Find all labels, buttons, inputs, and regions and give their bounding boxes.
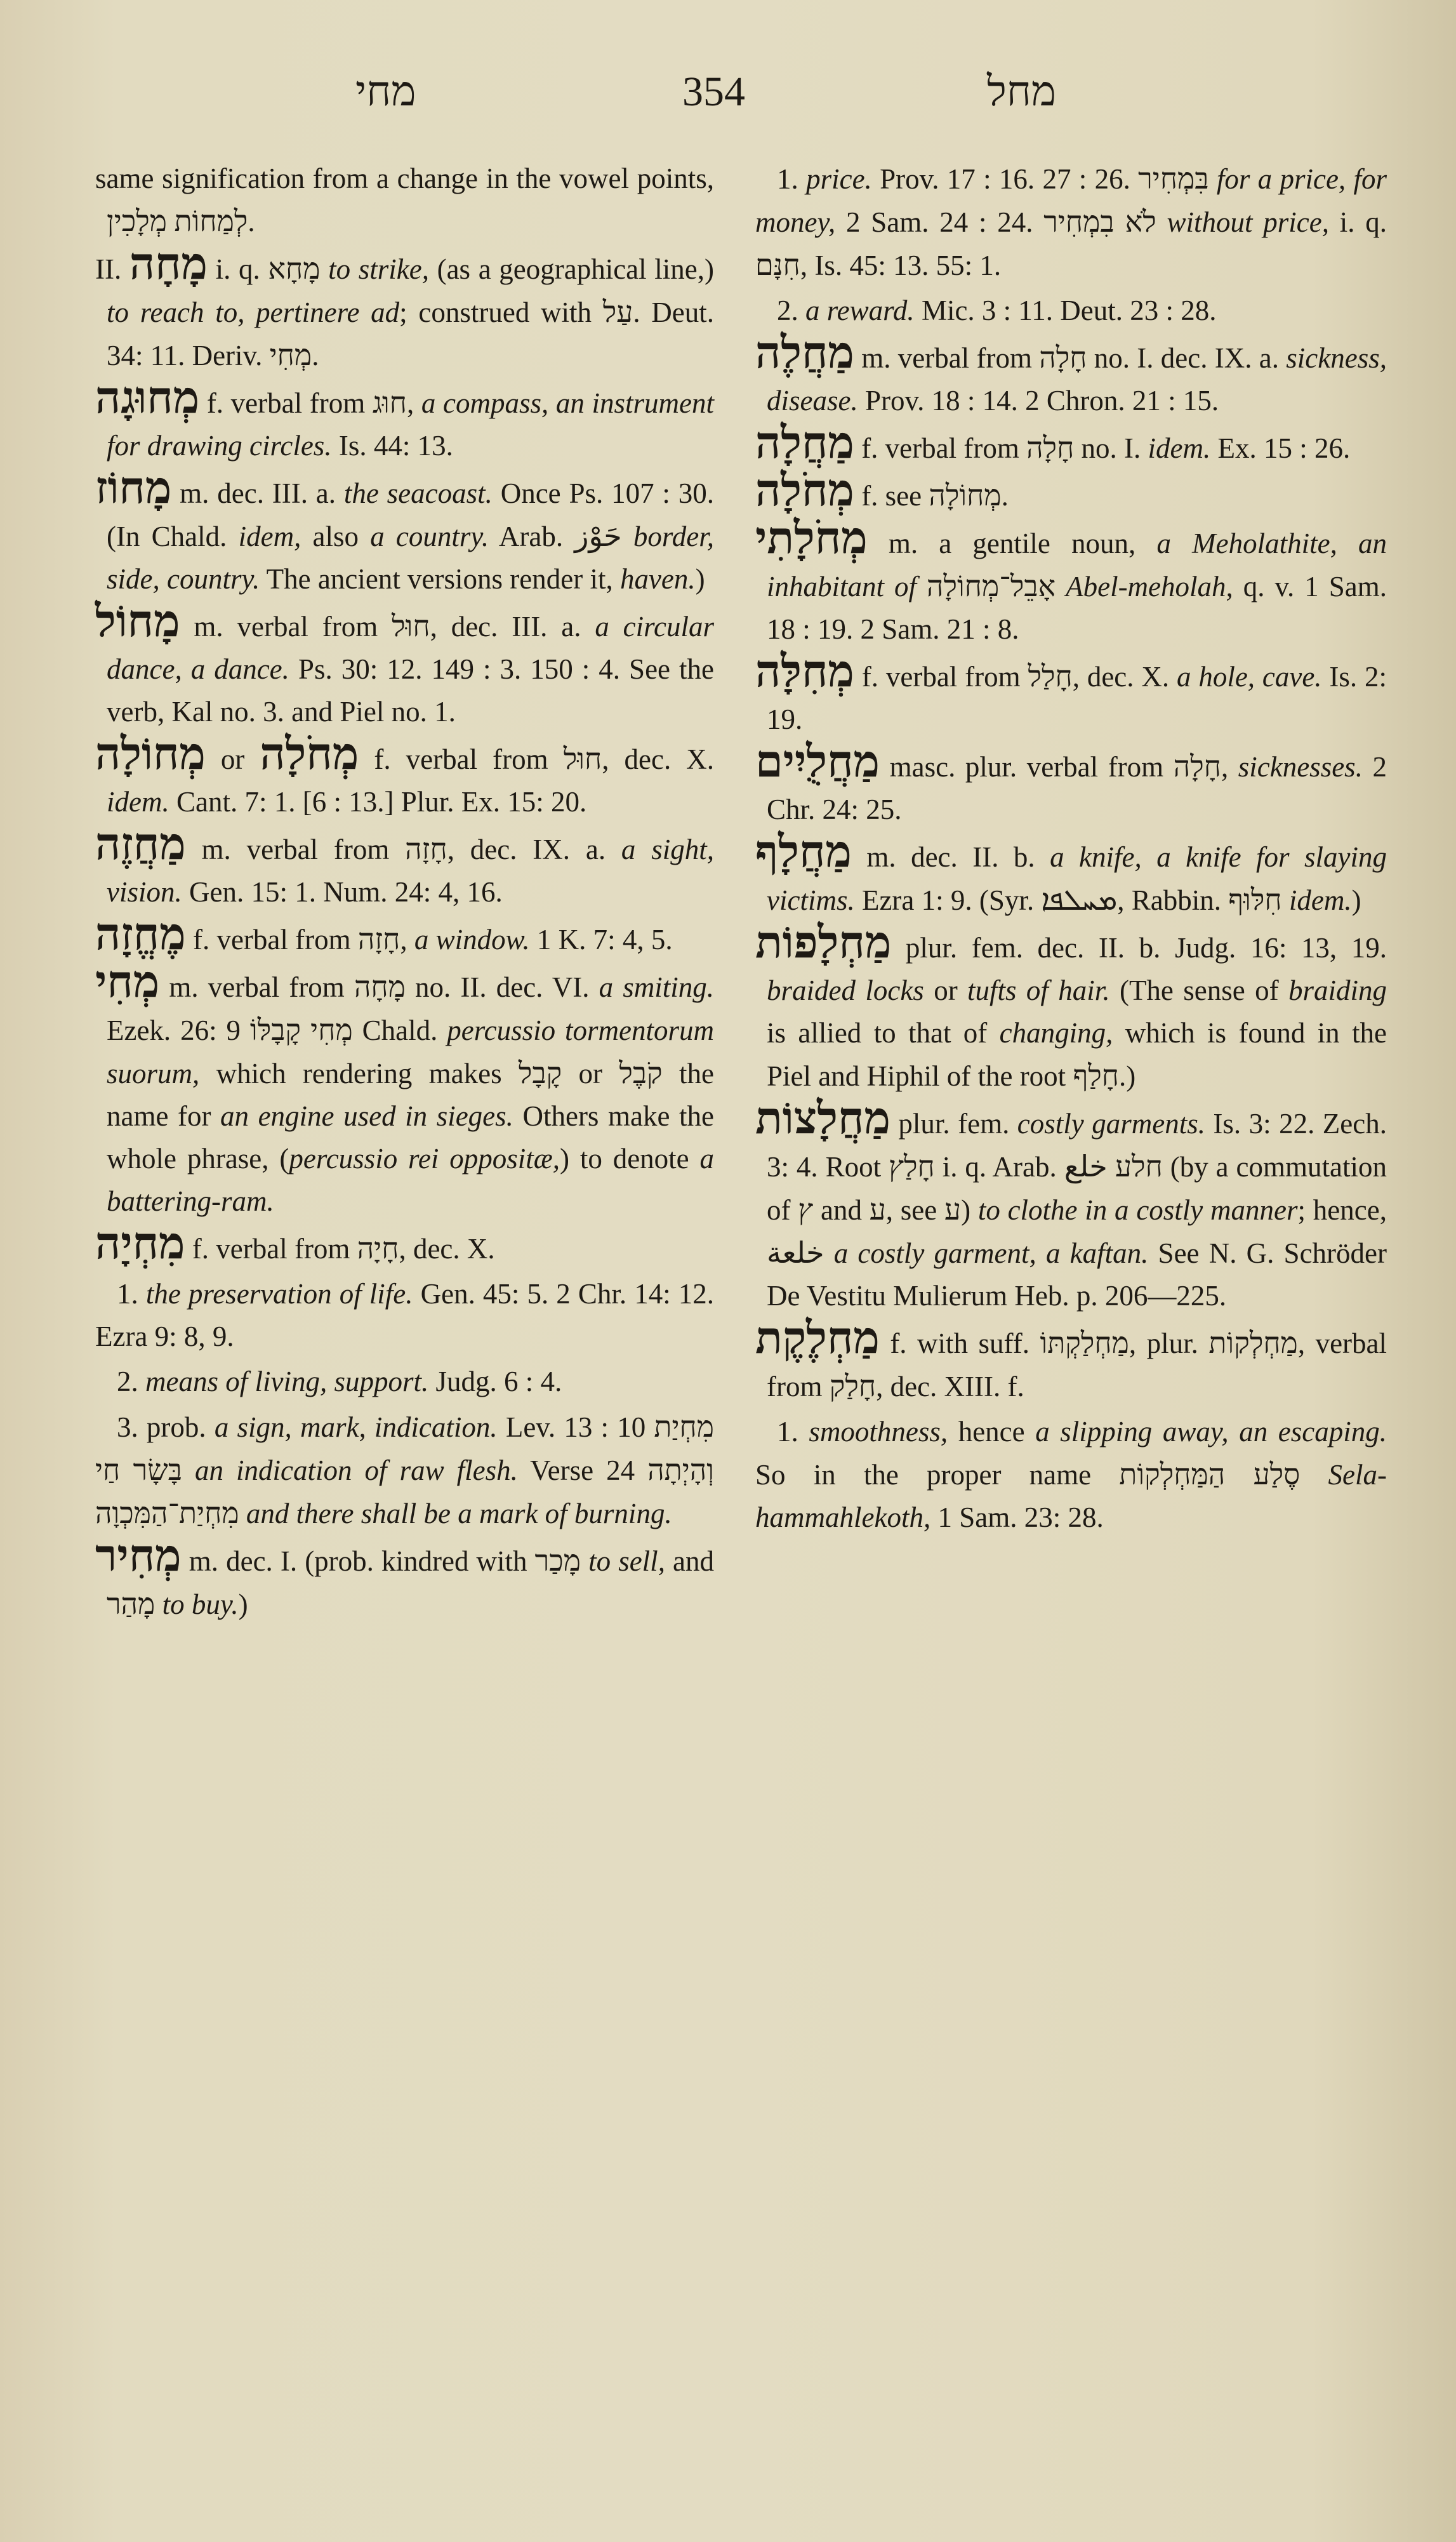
hebrew-word: חוּל — [392, 610, 430, 642]
headword: מַחֲלָף — [755, 828, 852, 877]
text-run: masc. plur. verbal from — [880, 751, 1174, 783]
text-run: , dec. XIII. f. — [876, 1371, 1024, 1402]
text-run: m. verbal from — [180, 611, 392, 642]
text-run: , dec. III. a. — [430, 611, 595, 642]
text-run: m. dec. III. a. — [171, 477, 344, 509]
italic-gloss: costly garments. — [1017, 1108, 1205, 1140]
text-run: . — [1001, 480, 1009, 512]
hebrew-word: חָלַץ — [889, 1150, 935, 1183]
dictionary-entry — [95, 1532, 715, 1626]
italic-gloss: idem. — [107, 786, 169, 818]
hebrew-word: מְחִי קָבָלּוֹ — [249, 1014, 353, 1046]
text-run: Ezra 1: 9. (Syr. — [854, 884, 1042, 916]
text-run: 2. — [117, 1366, 145, 1397]
text-run: Arab. — [489, 521, 575, 552]
text-run: and — [665, 1545, 715, 1577]
italic-gloss: to strike, — [328, 253, 429, 285]
italic-gloss: haven. — [619, 563, 696, 595]
hebrew-word: לֹא בִמְחִיר — [1043, 206, 1156, 238]
hebrew-word: חִלּוּף — [1228, 884, 1282, 916]
hebrew-word: חָלַף — [1073, 1060, 1120, 1092]
text-run: (The sense of — [1109, 975, 1288, 1006]
text-run: f. see — [854, 480, 929, 512]
italic-gloss: tufts of hair. — [967, 975, 1110, 1006]
text-run: The ancient versions render it, — [260, 563, 620, 595]
text-run: , — [407, 387, 421, 419]
text-run: no. II. dec. VI. — [405, 971, 599, 1003]
hebrew-word: קָבָל — [518, 1057, 562, 1089]
headword: מְחֹלָה — [260, 730, 359, 779]
text-run: Judg. 6 : 4. — [428, 1366, 562, 1397]
hebrew-word: חָלַק — [829, 1370, 877, 1402]
italic-gloss: means of living, support. — [145, 1366, 429, 1397]
text-run: no. I. — [1074, 432, 1148, 464]
italic-gloss: percussio rei oppositæ, — [289, 1143, 560, 1175]
italic-gloss: a slipping away, an escaping. — [1035, 1416, 1387, 1447]
hebrew-word: ܡܚܠܦܐ — [1041, 884, 1118, 916]
text-run: Prov. 18 : 14. 2 Chron. 21 : 15. — [857, 385, 1219, 416]
text-run: hence — [948, 1416, 1036, 1447]
text-run — [1209, 163, 1217, 195]
hebrew-word: חָיָה — [357, 1232, 399, 1265]
text-run: Once Ps. 107 : 30. (In Chald. — [107, 477, 714, 552]
text-run: . — [248, 206, 255, 237]
headword: מְחֹלָה — [755, 467, 854, 516]
text-run: 2. — [777, 295, 805, 326]
text-run: , plur. — [1128, 1328, 1209, 1359]
italic-gloss: Sela-hammahlekoth, — [755, 1459, 1387, 1533]
dictionary-entry — [755, 738, 1387, 831]
text-run — [1156, 206, 1167, 238]
headword: מְחִלָּה — [755, 648, 854, 696]
text-run: i. q. — [208, 253, 268, 285]
text-run: m. verbal from — [185, 834, 406, 865]
text-run: plur. fem. dec. II. b. Judg. 16: 13, 19. — [891, 932, 1387, 964]
text-run: .) — [1119, 1060, 1136, 1092]
text-run: ) — [961, 1194, 978, 1226]
text-run: , dec. X. — [399, 1233, 495, 1265]
italic-gloss: a window. — [414, 924, 530, 955]
text-run: , Rabbin. — [1117, 884, 1229, 916]
sense-paragraph — [755, 157, 1387, 287]
italic-gloss: braided locks — [767, 975, 924, 1006]
dictionary-entry — [755, 1095, 1387, 1317]
text-run: 1 K. 7: 4, 5. — [529, 924, 673, 955]
text-run: Is. 2: 19. — [767, 661, 1387, 735]
text-run: f. verbal from — [199, 387, 373, 419]
text-run: ) to denote — [560, 1143, 700, 1175]
italic-gloss: a country. — [370, 521, 489, 552]
headword: מָחָה — [129, 240, 208, 289]
italic-gloss: changing, — [999, 1017, 1113, 1049]
headword: מֶחֱזָה — [95, 910, 186, 959]
text-run: Gen. 15: 1. Num. 24: 4, 16. — [182, 876, 503, 908]
text-run — [1056, 571, 1066, 602]
italic-gloss: a smiting. — [599, 971, 714, 1003]
dictionary-entry — [95, 157, 714, 243]
hebrew-word: מַחְלְקוֹת — [1208, 1327, 1298, 1359]
hebrew-word: מַחְלַקְתּוֹ — [1040, 1327, 1129, 1359]
hebrew-word: חָלַל — [1028, 660, 1073, 693]
text-run: , dec. IX. a. — [447, 834, 621, 865]
hebrew-word: קֹבֶל — [619, 1057, 663, 1089]
dictionary-entry — [95, 374, 714, 467]
hebrew-word: אָבֵל־מְחוֹלָה — [926, 570, 1056, 602]
text-run: , dec. X. — [602, 743, 714, 775]
text-run — [622, 521, 633, 552]
italic-gloss: a compass, an instrument for drawing circles. — [107, 387, 714, 462]
text-run: . — [312, 340, 319, 371]
text-run: plur. fem. — [890, 1108, 1017, 1140]
text-run: ) — [695, 563, 705, 595]
headword: מְחוּגָה — [95, 374, 200, 423]
dictionary-entry — [755, 329, 1387, 422]
italic-gloss: an engine used in sieges. — [220, 1100, 513, 1132]
text-run: , dec. X. — [1072, 661, 1177, 693]
hebrew-word: עַל — [602, 296, 633, 328]
text-run: So in the proper name — [755, 1459, 1120, 1491]
italic-gloss: to buy. — [162, 1588, 239, 1620]
hebrew-word: לְמַחוֹת מְלָכִין — [107, 205, 248, 237]
right-column — [755, 157, 1387, 1541]
italic-gloss: a sign, mark, indication. — [214, 1411, 498, 1443]
text-run: f. verbal from — [185, 1233, 357, 1265]
text-run — [581, 1545, 588, 1577]
hebrew-word: מְחוֹלָה — [929, 479, 1002, 512]
italic-gloss: smoothness, — [809, 1416, 948, 1447]
dictionary-entry — [755, 419, 1387, 470]
text-run: which rendering makes — [199, 1058, 519, 1089]
hebrew-word: חָזָה — [357, 923, 400, 955]
text-run — [1300, 1459, 1328, 1491]
italic-gloss: the seacoast. — [343, 477, 493, 509]
text-run: Cant. 7: 1. [6 : 13.] Plur. Ex. 15: 20. — [169, 786, 587, 818]
text-run: Lev. 13 : 10 — [497, 1411, 654, 1443]
text-run: and — [813, 1194, 870, 1226]
hebrew-word: ע — [869, 1194, 886, 1226]
text-run: Others make the whole phrase, ( — [107, 1100, 714, 1175]
italic-gloss: Abel-meholah, — [1066, 571, 1233, 602]
hebrew-word: חלע خلع — [1064, 1150, 1163, 1183]
text-run: Verse 24 — [517, 1454, 648, 1486]
text-run: f. with suff. — [879, 1328, 1040, 1359]
text-run: i. q. — [1328, 206, 1387, 238]
italic-gloss: price. — [806, 163, 872, 195]
headword: מַחֲזֶה — [95, 820, 186, 869]
text-run: Mic. 3 : 11. Deut. 23 : 28. — [914, 295, 1217, 326]
italic-gloss: a knife, a knife for slaying victims. — [767, 841, 1387, 916]
text-run: m. dec. II. b. — [851, 841, 1050, 873]
left-column — [95, 157, 714, 1628]
text-run: , verbal from — [767, 1328, 1387, 1402]
text-run: Gen. 45: 5. 2 Chr. 14: 12. Ezra 9: 8, 9. — [95, 1278, 715, 1352]
text-run: II. — [95, 253, 129, 285]
hebrew-word: חָזָה — [405, 833, 447, 865]
hebrew-word: וְהָיְתָה מִחְיַת־הַמִּכְוָה — [95, 1454, 714, 1529]
text-run — [917, 571, 927, 602]
text-run: f. verbal from — [854, 432, 1027, 464]
text-run: Is. 44: 13. — [331, 430, 453, 462]
sense-paragraph — [755, 1411, 1387, 1539]
italic-gloss: the preservation of life. — [145, 1278, 413, 1310]
italic-gloss: a Meholathite, an inhabitant of — [767, 528, 1387, 602]
hebrew-word: חוּג — [372, 387, 407, 419]
text-run: which is found in the Piel and Hiphil of the root — [767, 1017, 1387, 1092]
sense-paragraph — [95, 1273, 714, 1358]
italic-gloss: sickness, disease. — [767, 342, 1387, 416]
headword: מָחוֹז — [95, 464, 172, 513]
text-run: m. verbal from — [159, 971, 354, 1003]
headword: מִחְיָה — [95, 1220, 185, 1268]
text-run: ) — [1351, 884, 1361, 916]
header-left-word: מחי — [355, 69, 416, 115]
hebrew-word: סֶלַע הַמַּחְלְקוֹת — [1119, 1458, 1300, 1491]
text-run — [239, 1498, 246, 1529]
text-run: m. dec. I. (prob. kindred with — [181, 1545, 535, 1577]
dictionary-entry — [95, 730, 714, 823]
hebrew-word: מְחִי — [269, 339, 312, 371]
headword: מַחֲלֶה — [755, 329, 854, 378]
sense-paragraph — [95, 1361, 714, 1403]
italic-gloss: to reach to, pertinere ad — [107, 296, 400, 328]
italic-gloss: border, side, country. — [107, 521, 715, 595]
hebrew-word: חִנָּם — [755, 249, 800, 281]
italic-gloss: a costly garment, a kaftan. — [833, 1237, 1149, 1269]
text-run: 3. prob. — [117, 1411, 215, 1443]
sense-paragraph — [755, 289, 1387, 332]
sense-paragraph — [95, 1406, 714, 1535]
headword: מַחֲלָצוֹת — [755, 1095, 890, 1143]
italic-gloss: a circular dance, a dance. — [107, 611, 714, 685]
page-number: 354 — [682, 69, 745, 115]
header-right-word: מחל — [987, 69, 1057, 115]
text-run: Prov. 17 : 16. 27 : 26. — [871, 163, 1139, 195]
italic-gloss: to clothe in a costly manner — [977, 1194, 1298, 1226]
dictionary-entry — [755, 514, 1387, 651]
italic-gloss: without price, — [1167, 206, 1329, 238]
text-run: ; construed with — [399, 296, 603, 328]
headword: מְחוֹלָה — [95, 730, 206, 779]
italic-gloss: an indication of raw flesh. — [194, 1454, 518, 1486]
text-run: , see — [885, 1194, 945, 1226]
hebrew-word: מָהַר — [107, 1588, 156, 1620]
text-run — [824, 1237, 834, 1269]
dictionary-entry — [95, 597, 714, 733]
text-run: 1 Sam. 23: 28. — [930, 1501, 1104, 1533]
headword: מְחִי — [95, 958, 160, 1007]
text-run: f. verbal from — [359, 743, 564, 775]
text-run: 1. — [777, 163, 807, 195]
headword: מַחְלֶקֶת — [755, 1314, 880, 1363]
text-run: Chald. — [352, 1015, 447, 1046]
text-run: f. verbal from — [854, 661, 1028, 693]
italic-gloss: percussio tormentorum suorum, — [107, 1015, 715, 1089]
italic-gloss: idem. — [1148, 432, 1211, 464]
headword: מַחֲלָה — [755, 419, 854, 468]
dictionary-entry — [95, 910, 714, 961]
italic-gloss: idem, — [238, 521, 301, 552]
headword: מָחוֹל — [95, 597, 180, 646]
dictionary-entry — [755, 828, 1387, 922]
text-run: , Is. 45: 13. 55: 1. — [800, 250, 1002, 281]
italic-gloss: and there shall be a mark of burning. — [246, 1498, 672, 1529]
text-run: 2 Chr. 24: 25. — [767, 751, 1387, 825]
hebrew-word: חָלָה — [1173, 750, 1221, 783]
hebrew-word: חוּל — [563, 743, 602, 775]
hebrew-word: ץ — [798, 1194, 814, 1226]
headword: מְחֹלָתִי — [755, 514, 868, 563]
italic-gloss: to sell, — [588, 1545, 665, 1577]
text-run: i. q. Arab. — [934, 1151, 1064, 1183]
text-run: is allied to that of — [767, 1017, 1000, 1049]
dictionary-entry — [755, 467, 1387, 517]
dictionary-entry — [755, 919, 1387, 1098]
text-run: ; hence, — [1297, 1194, 1387, 1226]
text-run: m. verbal from — [854, 342, 1040, 374]
text-run: also — [301, 521, 371, 552]
running-header — [0, 63, 1456, 121]
italic-gloss: for a price, for money, — [755, 163, 1387, 238]
text-run: no. I. dec. IX. a. — [1087, 342, 1287, 374]
hebrew-word: מָחָה — [354, 971, 406, 1003]
italic-gloss: a sight, vision. — [107, 834, 714, 908]
hebrew-word: בִּמְחִיר — [1138, 163, 1209, 195]
text-run: same signification from a change in the vowel points, — [95, 163, 714, 194]
text-run: 1. — [117, 1278, 146, 1310]
text-run: m. a gentile noun, — [867, 528, 1157, 559]
dictionary-entry — [755, 1314, 1387, 1408]
hebrew-word: ע — [944, 1194, 962, 1226]
text-run — [1282, 884, 1289, 916]
text-run: 2 Sam. 24 : 24. — [835, 206, 1044, 238]
text-run — [321, 253, 329, 285]
dictionary-entry — [755, 648, 1387, 741]
hebrew-word: حَوْز — [574, 520, 622, 552]
text-run: Is. 3: 22. Zech. 3: 4. Root — [767, 1108, 1387, 1183]
italic-gloss: idem. — [1288, 884, 1352, 916]
text-run: f. verbal from — [185, 924, 358, 955]
italic-gloss: a battering-ram. — [107, 1143, 715, 1217]
hebrew-word: חָלָה — [1039, 342, 1087, 374]
headword: מְחִיר — [95, 1532, 182, 1581]
text-run: Ex. 15 : 26. — [1210, 432, 1351, 464]
dictionary-entry — [95, 1220, 714, 1270]
headword: מַחְלָפוֹת — [755, 919, 892, 968]
hebrew-word: خلعة — [767, 1237, 824, 1269]
headword: מַחֲלֻיִים — [755, 738, 880, 787]
dictionary-entry — [95, 958, 715, 1223]
text-run: or — [205, 743, 260, 775]
text-run: Ezek. 26: 9 — [107, 1015, 250, 1046]
hebrew-word: מִחְיַת בָּשָׂר חַי — [95, 1411, 714, 1486]
italic-gloss: sicknesses. — [1238, 751, 1363, 783]
text-run: the name for — [107, 1058, 714, 1132]
text-run: See N. G. Schröder De Vestitu Mulierum Heb. p. 206—225. — [767, 1237, 1387, 1312]
text-run: ) — [238, 1588, 248, 1620]
hebrew-word: חָלָה — [1026, 432, 1075, 464]
text-run: , — [1221, 751, 1238, 783]
text-run — [182, 1454, 195, 1486]
text-run: , — [400, 924, 414, 955]
italic-gloss: a reward. — [805, 295, 915, 326]
hebrew-word: מָכַר — [534, 1545, 581, 1577]
dictionary-entry — [95, 820, 714, 914]
text-run: (by a commutation of — [767, 1151, 1387, 1226]
dictionary-entry — [95, 240, 714, 377]
text-run — [155, 1588, 162, 1620]
text-run: . Deut. 34: 11. Deriv. — [107, 296, 714, 371]
text-run: or — [562, 1058, 619, 1089]
dictionary-entry — [95, 464, 715, 601]
italic-gloss: braiding — [1288, 975, 1387, 1006]
hebrew-word: מָחָא — [268, 253, 321, 285]
text-run: q. v. 1 Sam. 18 : 19. 2 Sam. 21 : 8. — [767, 571, 1387, 645]
italic-gloss: a hole, cave. — [1176, 661, 1322, 693]
text-run: 1. — [777, 1416, 809, 1447]
text-run: Ps. 30: 12. 149 : 3. 150 : 4. See the verb, Kal no. 3. and Piel no. 1. — [107, 653, 714, 728]
text-run: (as a geographical line,) — [428, 253, 714, 285]
text-run: or — [923, 975, 968, 1006]
